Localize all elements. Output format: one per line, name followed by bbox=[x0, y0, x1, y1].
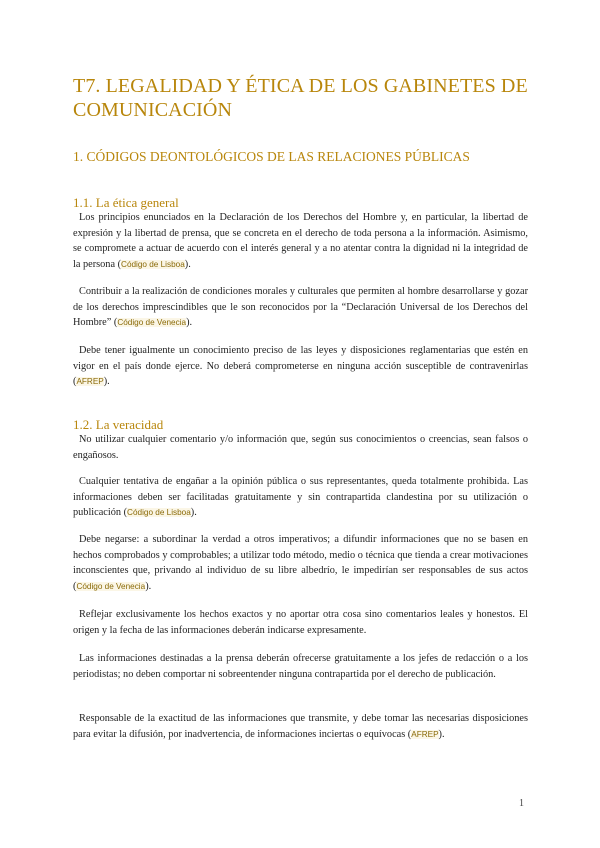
reference-tag: AFREP bbox=[411, 729, 439, 739]
subsection-heading-veracidad: 1.2. La veracidad bbox=[73, 417, 164, 432]
section-heading: 1. CÓDIGOS DEONTOLÓGICOS DE LAS RELACIONES PÚBLICAS bbox=[73, 149, 470, 164]
paragraph: Debe negarse: a subordinar la verdad a otros imperativos; a difundir informaciones que no se basen en hechos comprobados y comprobables; a utilizar todo método, medio o técnica que tienda a crear motivaciones inconscientes que, privando al individuo de su libre albedrío, le impedirían ser responsables de sus actos (Código de Venecia). bbox=[73, 534, 528, 592]
paragraph: Reflejar exclusivamente los hechos exactos y no aportar otra cosa sino comentarios leales y honestos. El origen y la fecha de las informaciones deberán indicarse expresamente. bbox=[73, 609, 528, 636]
paragraph: Debe tener igualmente un conocimiento preciso de las leyes y disposiciones reglamentarias que estén en vigor en el país donde ejerce. No deberá comprometerse en ninguna acción susceptible de contravenirlas (AFREP). bbox=[73, 345, 528, 388]
reference-tag: Código de Lisboa bbox=[121, 259, 185, 269]
reference-tag: AFREP bbox=[76, 377, 104, 387]
paragraph: Responsable de la exactitud de las informaciones que transmite, y debe tomar las necesarias disposiciones para evitar la difusión, por inadvertencia, de informaciones inciertas o equívocas (AFREP). bbox=[73, 713, 528, 740]
page-number: 1 bbox=[519, 798, 524, 809]
reference-tag: Código de Venecia bbox=[76, 581, 146, 591]
paragraph: No utilizar cualquier comentario y/o información que, según sus conocimientos o creencias, sean falsos o engañosos. bbox=[73, 434, 528, 461]
paragraph: Los principios enunciados en la Declaración de los Derechos del Hombre y, en particular, la libertad de expresión y la libertad de prensa, que se concreta en el derecho de toda persona a la información. Asimismo, se compromete a actuar de acuerdo con el interés general y a no atentar contra la dignidad ni la integridad de la persona (Código de Lisboa). bbox=[73, 212, 528, 270]
reference-tag: Código de Lisboa bbox=[127, 508, 191, 518]
paragraph: Contribuir a la realización de condiciones morales y culturales que permiten al hombre desarrollarse y gozar de los derechos imprescindibles que le son reconocidos por la “Declaración Universal de los Derechos del Hombre” (Código de Venecia). bbox=[73, 286, 528, 329]
page-title: T7. LEGALIDAD Y ÉTICA DE LOS GABINETES DE COMUNICACIÓN bbox=[73, 75, 528, 121]
paragraph: Cualquier tentativa de engañar a la opinión pública o sus representantes, queda totalmente prohibida. Las informaciones deben ser facilitadas gratuitamente y sin contrapartida clandestina por su utilización o publicación (Código de Lisboa). bbox=[73, 476, 528, 519]
subsection-heading-etica: 1.1. La ética general bbox=[73, 195, 179, 210]
paragraph: Las informaciones destinadas a la prensa deberán ofrecerse gratuitamente a los jefes de redacción o a los periodistas; no deben comportar ni sobreentender ninguna contrapartida por el derecho de publicación. bbox=[73, 653, 528, 680]
reference-tag: Código de Venecia bbox=[117, 318, 187, 328]
